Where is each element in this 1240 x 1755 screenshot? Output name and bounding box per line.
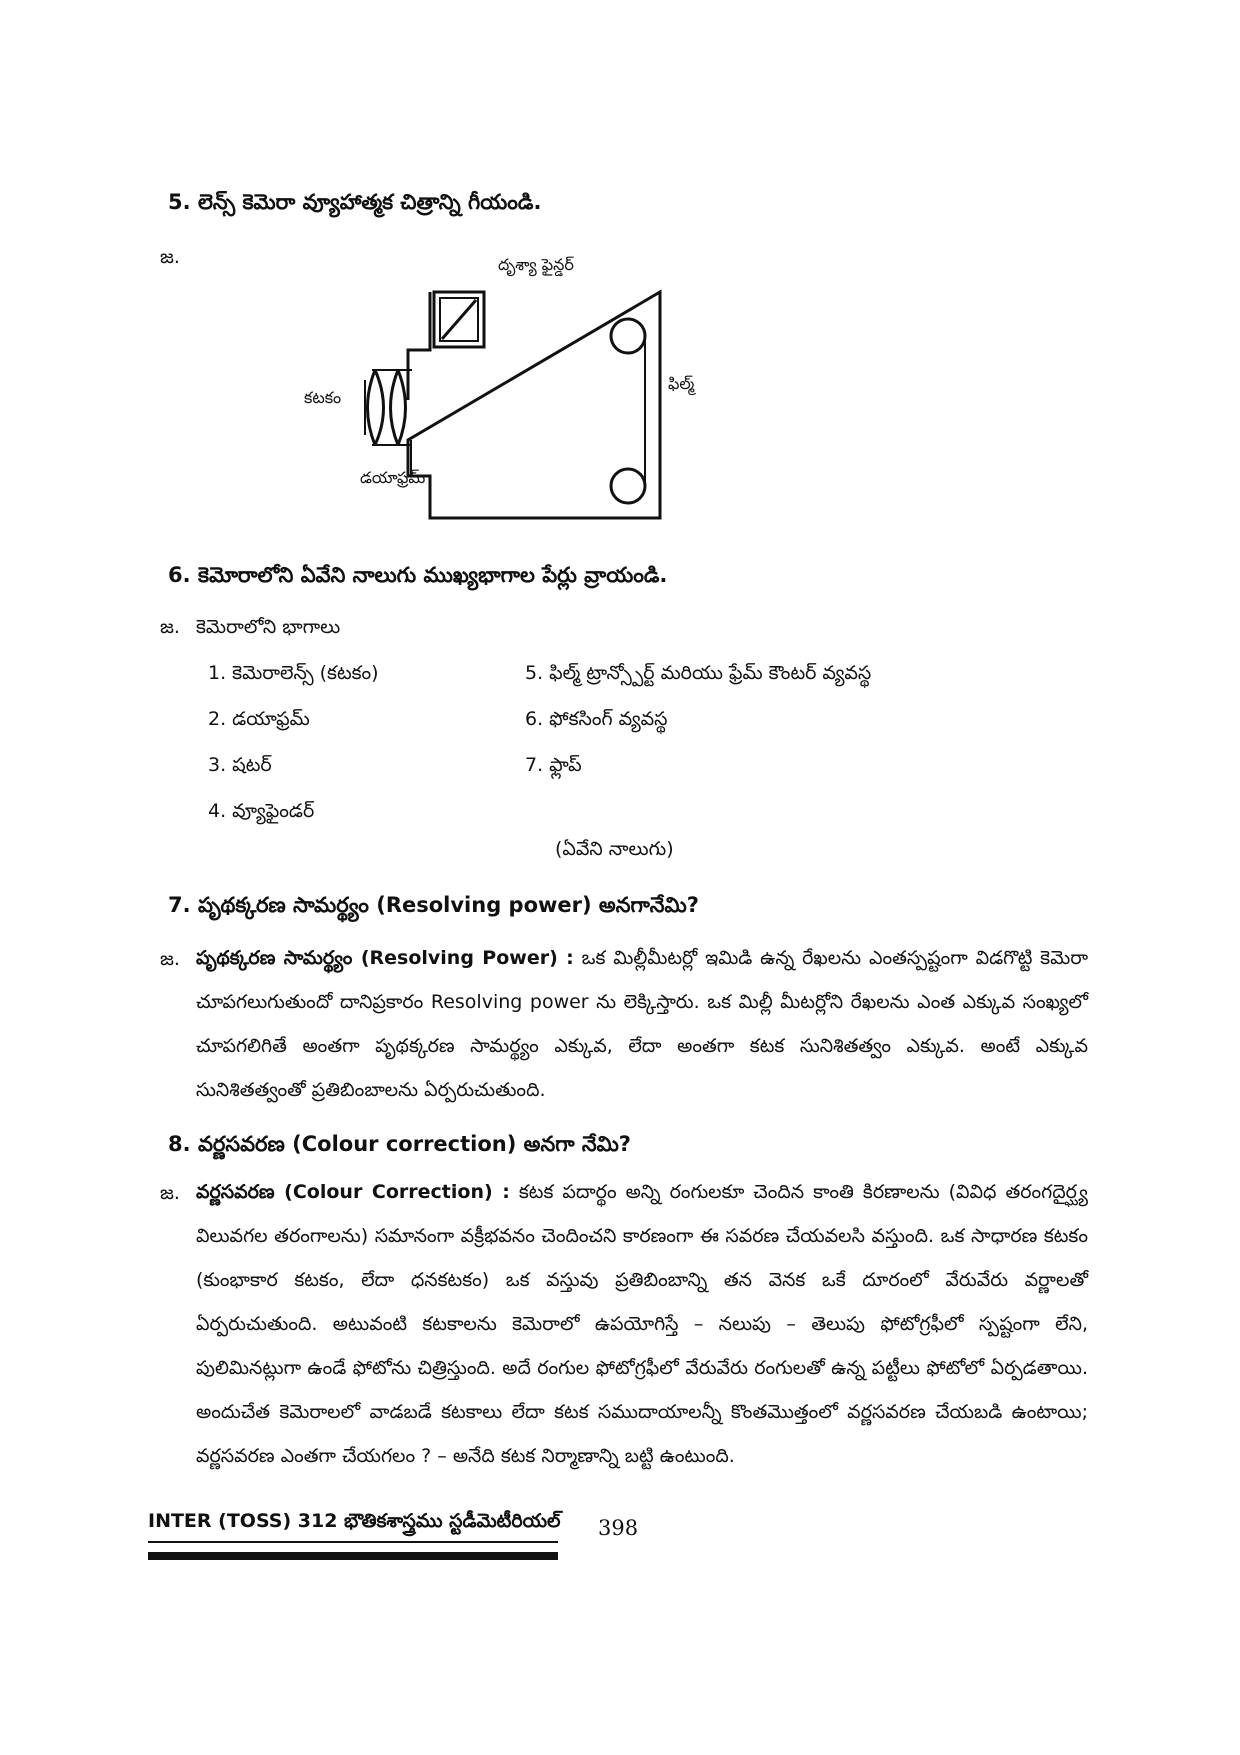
question-number: 6. bbox=[168, 563, 191, 587]
footer-title: INTER (TOSS) 312 భౌతికశాస్త్రము స్టడీమెటీరియల్ bbox=[148, 1510, 558, 1543]
answer-text: ఒక మిల్లీమీటర్లో ఇమిడి ఉన్న రేఖలను ఎంతస్పష్టంగా విడగొట్టి కెమెరా చూపగలుగుతుందో దానిప్రకారం Resolving power ను లెక్కిస్తారు. ఒక మిల్లీ మీటర్లోని రేఖలను ఎంత ఎక్కువ సంఖ్యలో చూపగలిగితే అంతగా పృథక్కరణ సామర్థ్యం ఎక్కువ, లేదా అంతగా కటక సునిశితత్వం ఎక్కువ. అంటే ఎక్కువ సునిశితత్వంతో ప్రతిబింబాలను ఏర్పరుచుతుంది. bbox=[196, 947, 1088, 1101]
question-title: పృథక్కరణ సామర్థ్యం (Resolving power) అనగానేమి? bbox=[198, 893, 699, 917]
answer-prefix: జ. bbox=[160, 246, 180, 268]
answer-prefix: జ. bbox=[160, 1182, 180, 1204]
answer-intro: కెమెరాలోని భాగాలు bbox=[196, 616, 341, 638]
parts-note: (ఏవేని నాలుగు) bbox=[555, 838, 674, 860]
part-item: 2. డయాఫ్రమ్ bbox=[208, 708, 310, 730]
question-number: 5. bbox=[168, 190, 191, 214]
question-title: లెన్స్ కెమెరా వ్యూహాత్మక చిత్రాన్ని గీయండి. bbox=[198, 190, 542, 214]
answer-paragraph bbox=[196, 936, 1088, 1112]
film-spool-top bbox=[611, 319, 645, 353]
part-item: 1. కెమెరాలెన్స్ (కటకం) bbox=[208, 662, 379, 684]
camera-diagram bbox=[290, 240, 710, 530]
lens-element-1 bbox=[368, 370, 376, 445]
part-item: 3. షటర్ bbox=[208, 754, 272, 776]
question-number: 8. bbox=[168, 1132, 191, 1156]
answer-text: కటక పదార్థం అన్ని రంగులకూ చెందిన కాంతి కిరణాలను (వివిధ తరంగదైర్ఘ్య విలువగల తరంగాలను) సమానంగా వక్రీభవనం చెందించని కారణంగా ఈ సవరణ చేయవలసి వస్తుంది. ఒక సాధారణ కటకం (కుంభాకార కటకం, లేదా ధనకటకం) ఒక వస్తువు ప్రతిబింబాన్ని తన వెనక ఒకే దూరంలో వేరువేరు వర్ణాలతో ఏర్పరుచుతుంది. అటువంటి కటకాలను కెమెరాలో ఉపయోగిస్తే – నలుపు – తెలుపు ఫోటోగ్రఫీలో స్పష్టంగా లేని, పులిమినట్లుగా ఉండే ఫోటోను చిత్రిస్తుంది. అదే రంగుల ఫోటోగ్రఫీలో వేరువేరు రంగులతో ఉన్న పట్టీలు ఫోటోలో ఏర్పడతాయి. అందుచేత కెమెరాలలో వాడబడే కటకాలు లేదా కటక సముదాయాలన్నీ కొంతమొత్తంలో వర్ణసవరణ చేయబడి ఉంటాయి; వర్ణసవరణ ఎంతగా చేయగలం ? – అనేది కటక నిర్మాణాన్ని బట్టి ఉంటుంది. bbox=[196, 1181, 1088, 1467]
answer-paragraph bbox=[196, 1170, 1088, 1478]
camera-body-outline bbox=[408, 292, 660, 518]
question-number: 7. bbox=[168, 893, 191, 917]
part-item: 7. ఫ్లాప్ bbox=[525, 754, 582, 776]
viewfinder-label: దృశ్యా ఫైన్డర్ bbox=[498, 255, 574, 274]
part-item: 6. ఫోకసింగ్ వ్యవస్థ bbox=[525, 708, 668, 730]
part-item: 5. ఫిల్మ్ ట్రాన్స్పోర్ట్ మరియు ఫ్రేమ్ కౌంటర్ వ్యవస్థ bbox=[525, 662, 872, 684]
diaphragm-label: డయాఫ్రమ్ bbox=[360, 468, 426, 487]
question-title: వర్ణసవరణ (Colour correction) అనగా నేమి? bbox=[198, 1132, 631, 1156]
page-number: 398 bbox=[598, 1516, 639, 1540]
film-spool-bottom bbox=[611, 469, 645, 503]
film-label: ఫిల్మ్ bbox=[668, 374, 695, 393]
answer-term: వర్ణసవరణ (Colour Correction) : bbox=[196, 1181, 510, 1203]
part-item: 4. వ్యూఫైండర్ bbox=[208, 800, 315, 822]
question-title: కెమోరాలోని ఏవేని నాలుగు ముఖ్యభాగాల పేర్లు వ్రాయండి. bbox=[198, 563, 668, 587]
viewfinder-mirror bbox=[442, 300, 476, 339]
answer-term: పృథక్కరణ సామర్థ్యం (Resolving Power) : bbox=[196, 947, 574, 969]
lens-label: కటకం bbox=[304, 388, 342, 407]
answer-prefix: జ. bbox=[160, 616, 180, 638]
answer-prefix: జ. bbox=[160, 948, 180, 970]
footer-rule bbox=[148, 1552, 558, 1560]
lens-element-2 bbox=[391, 370, 399, 445]
